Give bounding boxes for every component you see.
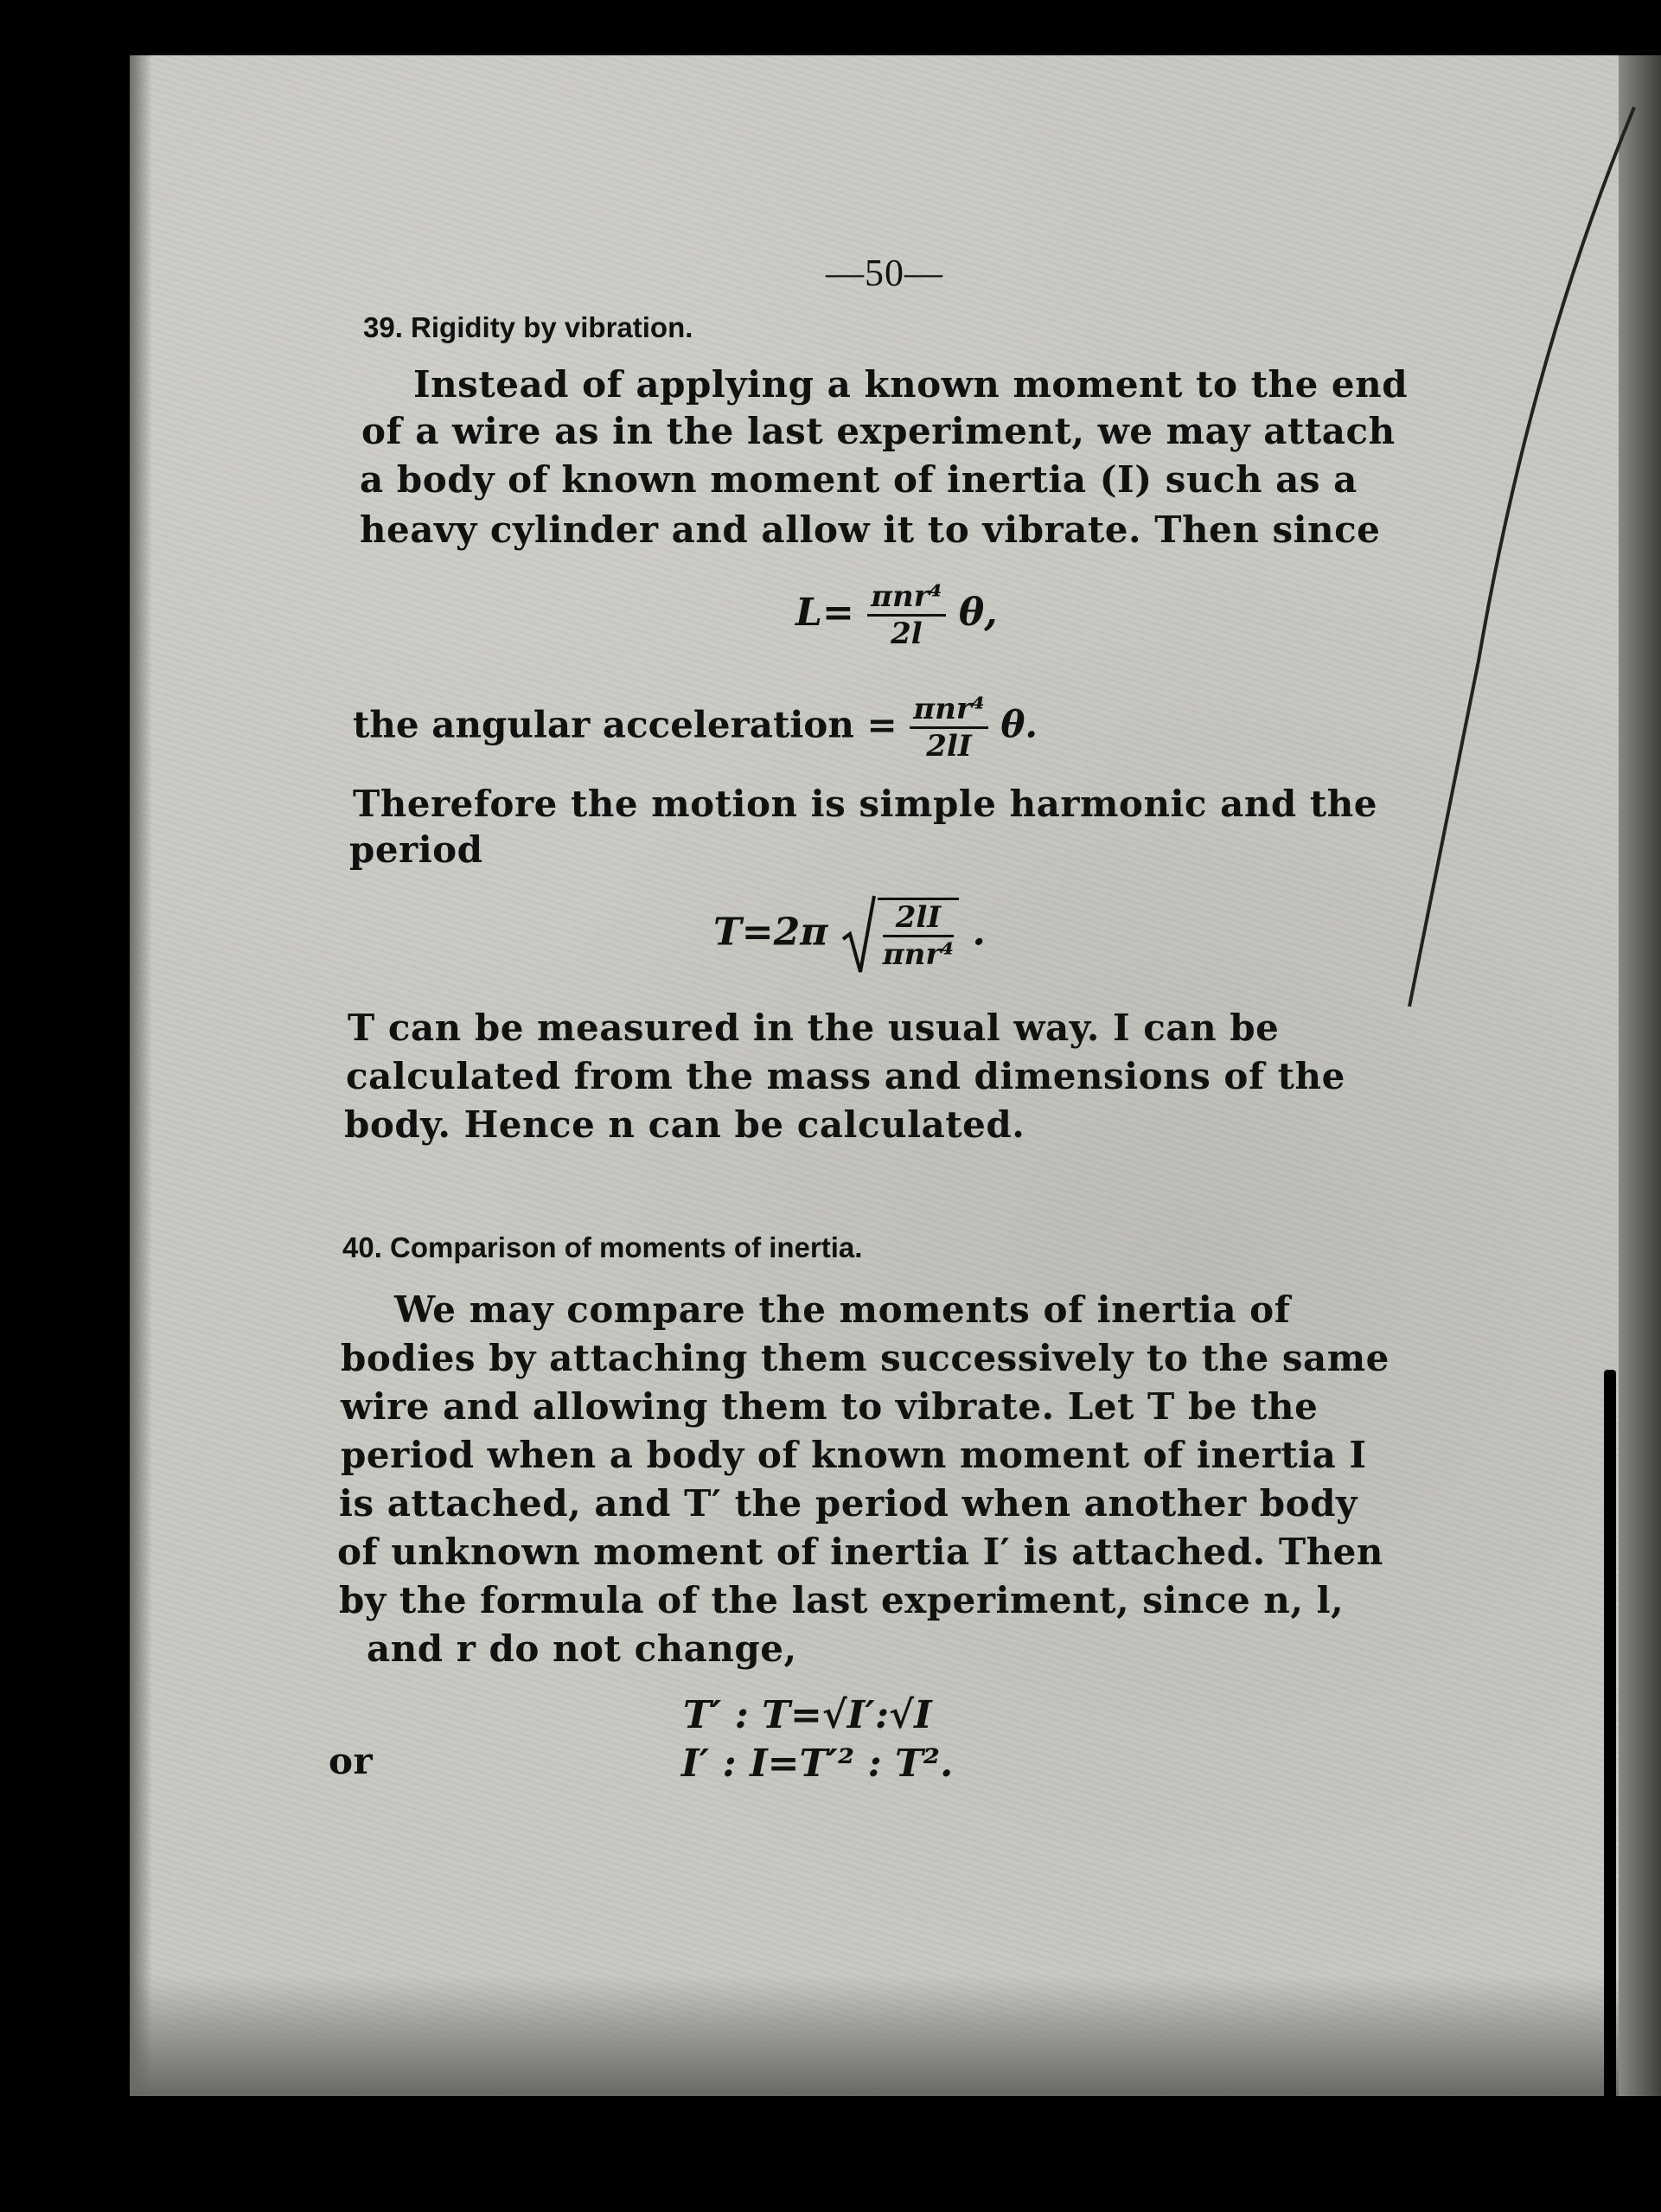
eq2-denominator: 2lI bbox=[926, 729, 972, 764]
sec40-line-4: period when a body of known moment of inertia I bbox=[341, 1434, 1367, 1476]
sec40-line-1: We may compare the moments of inertia of bbox=[394, 1288, 1291, 1331]
page-number: —50— bbox=[826, 252, 943, 294]
eq3-tail: . bbox=[972, 910, 986, 955]
sec39-line-4: heavy cylinder and allow it to vibrate. Then since bbox=[360, 508, 1381, 551]
sec39-line-1: Instead of applying a known moment to the end bbox=[413, 363, 1409, 406]
section-40-heading: 40. Comparison of moments of inertia. bbox=[342, 1231, 863, 1263]
eq2-fraction bbox=[910, 692, 987, 764]
sec39-line-3: a body of known moment of inertia (I) such as a bbox=[360, 458, 1358, 501]
sec39-line-6: period bbox=[349, 828, 483, 871]
sec39-line-8: calculated from the mass and dimensions of the bbox=[346, 1055, 1345, 1097]
sec40-line-2: bodies by attaching them successively to the same bbox=[341, 1337, 1389, 1379]
sec39-line-9: body. Hence n can be calculated. bbox=[344, 1103, 1025, 1146]
sec40-line-5: is attached, and T′ the period when another body bbox=[339, 1482, 1358, 1525]
equation-inertia-ratio: I′ : I=T′² : T². bbox=[681, 1742, 954, 1786]
sec39-line-7: T can be measured in the usual way. I can be bbox=[348, 1007, 1280, 1049]
sec40-line-6: of unknown moment of inertia I′ is attached. Then bbox=[337, 1531, 1383, 1573]
section-39-heading: 39. Rigidity by vibration. bbox=[363, 311, 693, 343]
equation-angular-acceleration bbox=[353, 692, 1038, 764]
eq1-numerator: πnr⁴ bbox=[867, 579, 945, 617]
square-root-icon bbox=[841, 894, 876, 977]
eq3-lhs: T=2π bbox=[713, 910, 828, 955]
sec40-line-8: and r do not change, bbox=[367, 1627, 797, 1670]
equation-period-ratio: T′ : T=√I′:√I bbox=[683, 1693, 932, 1737]
equation-torque bbox=[795, 579, 998, 651]
or-label: or bbox=[329, 1740, 374, 1782]
equation-period bbox=[713, 898, 986, 972]
eq3-fraction bbox=[883, 900, 954, 972]
sec39-line-2: of a wire as in the last experiment, we may attach bbox=[361, 410, 1396, 452]
eq1-tail: θ, bbox=[958, 591, 998, 635]
eq2-tail: θ. bbox=[1000, 703, 1038, 746]
eq2-numerator: πnr⁴ bbox=[910, 692, 987, 729]
eq1-lhs: L= bbox=[795, 591, 854, 635]
sec40-line-3: wire and allowing them to vibrate. Let T be the bbox=[341, 1385, 1319, 1428]
sec39-line-5: Therefore the motion is simple harmonic and the bbox=[353, 783, 1378, 825]
eq3-radical bbox=[841, 898, 959, 972]
eq1-denominator: 2l bbox=[891, 617, 923, 651]
eq3-numerator: 2lI bbox=[883, 900, 954, 937]
binding-edge-line bbox=[1604, 1370, 1616, 2096]
eq3-denominator: πnr⁴ bbox=[882, 937, 955, 972]
eq2-lhs: the angular acceleration = bbox=[353, 703, 898, 746]
sec40-line-7: by the formula of the last experiment, since n, l, bbox=[339, 1579, 1345, 1621]
eq1-fraction bbox=[867, 579, 945, 651]
